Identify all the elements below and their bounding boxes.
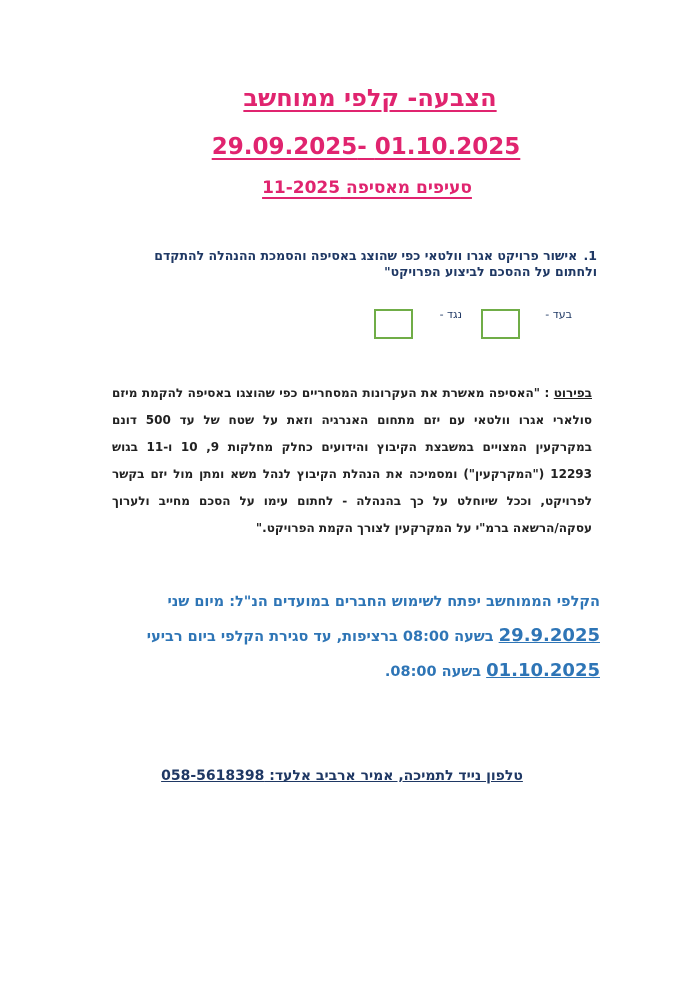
agenda-item-number: 1.	[583, 248, 597, 263]
ballot-open-date: 29.9.2025	[498, 625, 600, 646]
ballot-date-range: 01.10.2025 -29.09.2025	[211, 134, 521, 160]
vote-against-label: נגד -	[439, 308, 462, 321]
vote-against-checkbox[interactable]	[374, 309, 413, 339]
page-title: הצבעה- קלפי ממוחשב	[243, 84, 497, 112]
item-details	[112, 380, 592, 542]
ballot-schedule	[110, 585, 600, 689]
support-contact: טלפון נייד לתמיכה, אמיר ארביב אלעד: 058-5618398	[161, 768, 523, 784]
ballot-schedule-middle: בשעה 08:00 ברציפות, עד סגירת הקלפי ביום רביעי	[146, 629, 499, 645]
ballot-schedule-intro: הקלפי הממוחשב יפתח לשימוש החברים במועדים הנ"ל: מיום שני	[167, 594, 600, 610]
ballot-schedule-end: בשעה 08:00.	[384, 664, 487, 680]
page-subtitle: סעיפים מאסיפה 11-2025	[262, 178, 472, 198]
vote-for-label: בעד -	[545, 308, 572, 321]
agenda-item-1	[117, 248, 597, 280]
details-text: : "האסיפה מאשרת את העקרונות המסחריים כפי שהוצגו באסיפה להקמת מיזם סולארי אגרו וולטאי עם יזם מתחום האנרגיה וזאת על שטח של עד 500 דונם במקרקעין המצויים במשבצת הקיבוץ והידועים כחלק מחלקות 9, 10 ו-11 בגוש 12293 ("המקרקעין") ומסמיכה את הנהלת הקיבוץ לנהל משא ומתן מול יזם בקשר לפרויקט, וככל שיוחלט על כך בהנהלה - לחתום עימו על הסכם מחייב ולערוך עסקה/הרשאה ברמ"י על המקרקעין לצורך הקמת הפרויקט."	[112, 386, 592, 535]
details-label: בפירוט	[553, 386, 592, 400]
ballot-close-date: 01.10.2025	[486, 660, 600, 681]
vote-for-checkbox[interactable]	[481, 309, 520, 339]
agenda-item-text: אישור פרויקט אגרו וולטאי כפי שהוצג באסיפה והסמכת ההנהלה להתקדם ולחתום על ההסכם לביצוע הפרויקט"	[154, 248, 597, 279]
